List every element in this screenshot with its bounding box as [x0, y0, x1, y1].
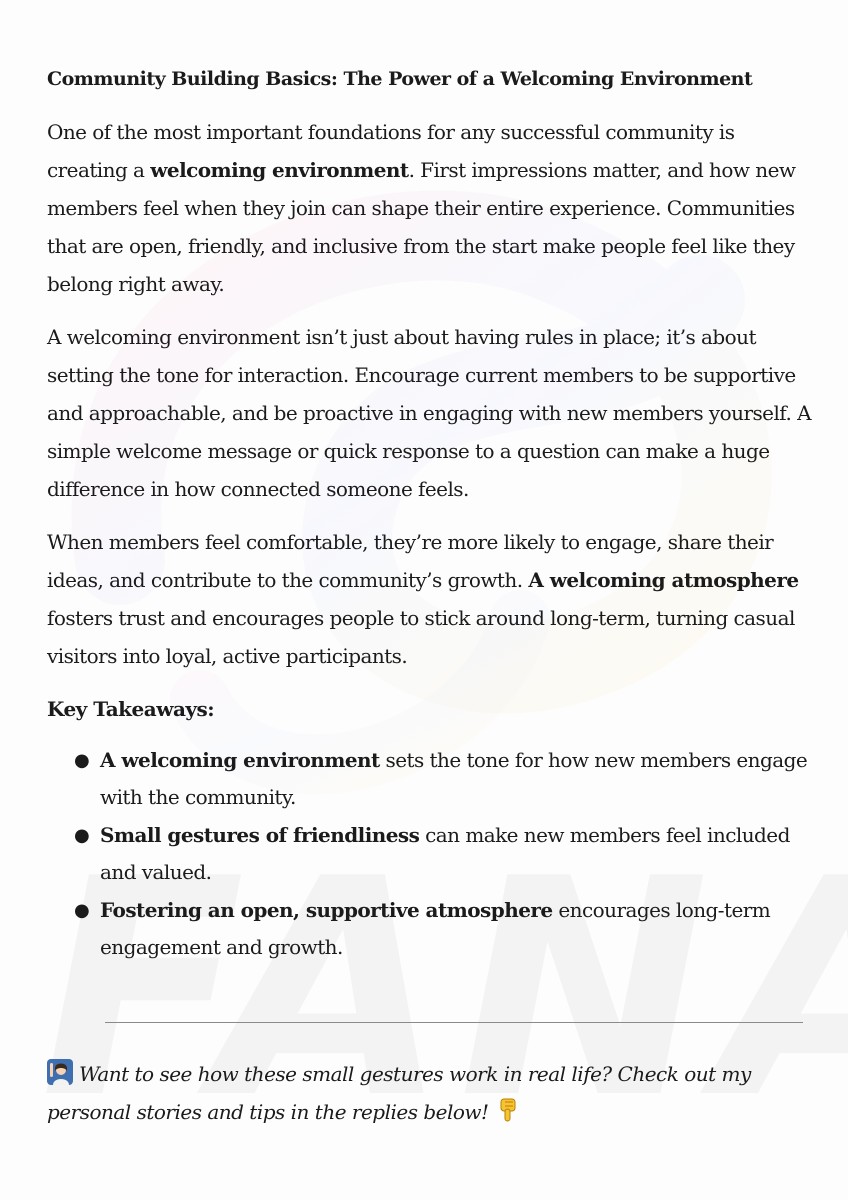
bullet-icon: ● — [74, 825, 90, 846]
paragraph-3 — [47, 523, 817, 675]
article-title: Community Building Basics: The Power of a Welcoming Environment — [47, 68, 753, 90]
key-takeaways-list — [47, 742, 817, 966]
call-to-action — [47, 1055, 817, 1131]
takeaway-1-text: sets the tone for how new members engage with the community. — [100, 748, 808, 809]
paragraph-1-text-c: . First impressions matter, and how new members feel when they join can shape their entire experience. Communities that are open, friendly, and inclusive from the start make people feel like they belong right away. — [47, 158, 796, 296]
takeaway-3-text: encourages long-term engagement and growth. — [100, 898, 771, 959]
paragraph-1-bold: welcoming environment — [150, 158, 409, 182]
paragraph-2: A welcoming environment isn’t just about having rules in place; it’s about setting the tone for interaction. Encourage current members to be supportive and approachable, and be proactive in engaging with new members yourself. A simple welcome message or quick response to a question can make a huge difference in how connected someone feels. — [47, 325, 811, 501]
paragraph-1-text-a: One of the most important foundations for any successful community is creating a — [47, 120, 735, 182]
paragraph-1 — [47, 113, 817, 303]
pointing-down-hand-icon — [495, 1097, 521, 1123]
list-item — [74, 742, 817, 816]
paragraph-3-bold: A welcoming atmosphere — [528, 568, 799, 592]
list-item — [74, 817, 817, 891]
takeaway-2-text: can make new members feel included and valued. — [100, 823, 790, 884]
bullet-icon: ● — [74, 900, 90, 921]
list-item — [74, 892, 817, 966]
bullet-icon: ● — [74, 750, 90, 771]
person-raising-hand-icon — [47, 1059, 73, 1085]
call-to-action-text: Want to see how these small gestures work in real life? Check out my personal stories and tips in the replies below! — [47, 1062, 751, 1124]
key-takeaways-heading: Key Takeaways: — [47, 697, 215, 721]
takeaway-3-bold: Fostering an open, supportive atmosphere — [100, 898, 553, 922]
takeaway-2-bold: Small gestures of friendliness — [100, 823, 420, 847]
horizontal-divider — [105, 1022, 803, 1023]
takeaway-1-bold: A welcoming environment — [100, 748, 380, 772]
article-body — [47, 68, 817, 967]
paragraph-3-text-c: fosters trust and encourages people to stick around long-term, turning casual visitors into loyal, active participants. — [47, 606, 795, 668]
paragraph-3-text-a: When members feel comfortable, they’re more likely to engage, share their ideas, and contribute to the community’s growth. — [47, 530, 774, 592]
